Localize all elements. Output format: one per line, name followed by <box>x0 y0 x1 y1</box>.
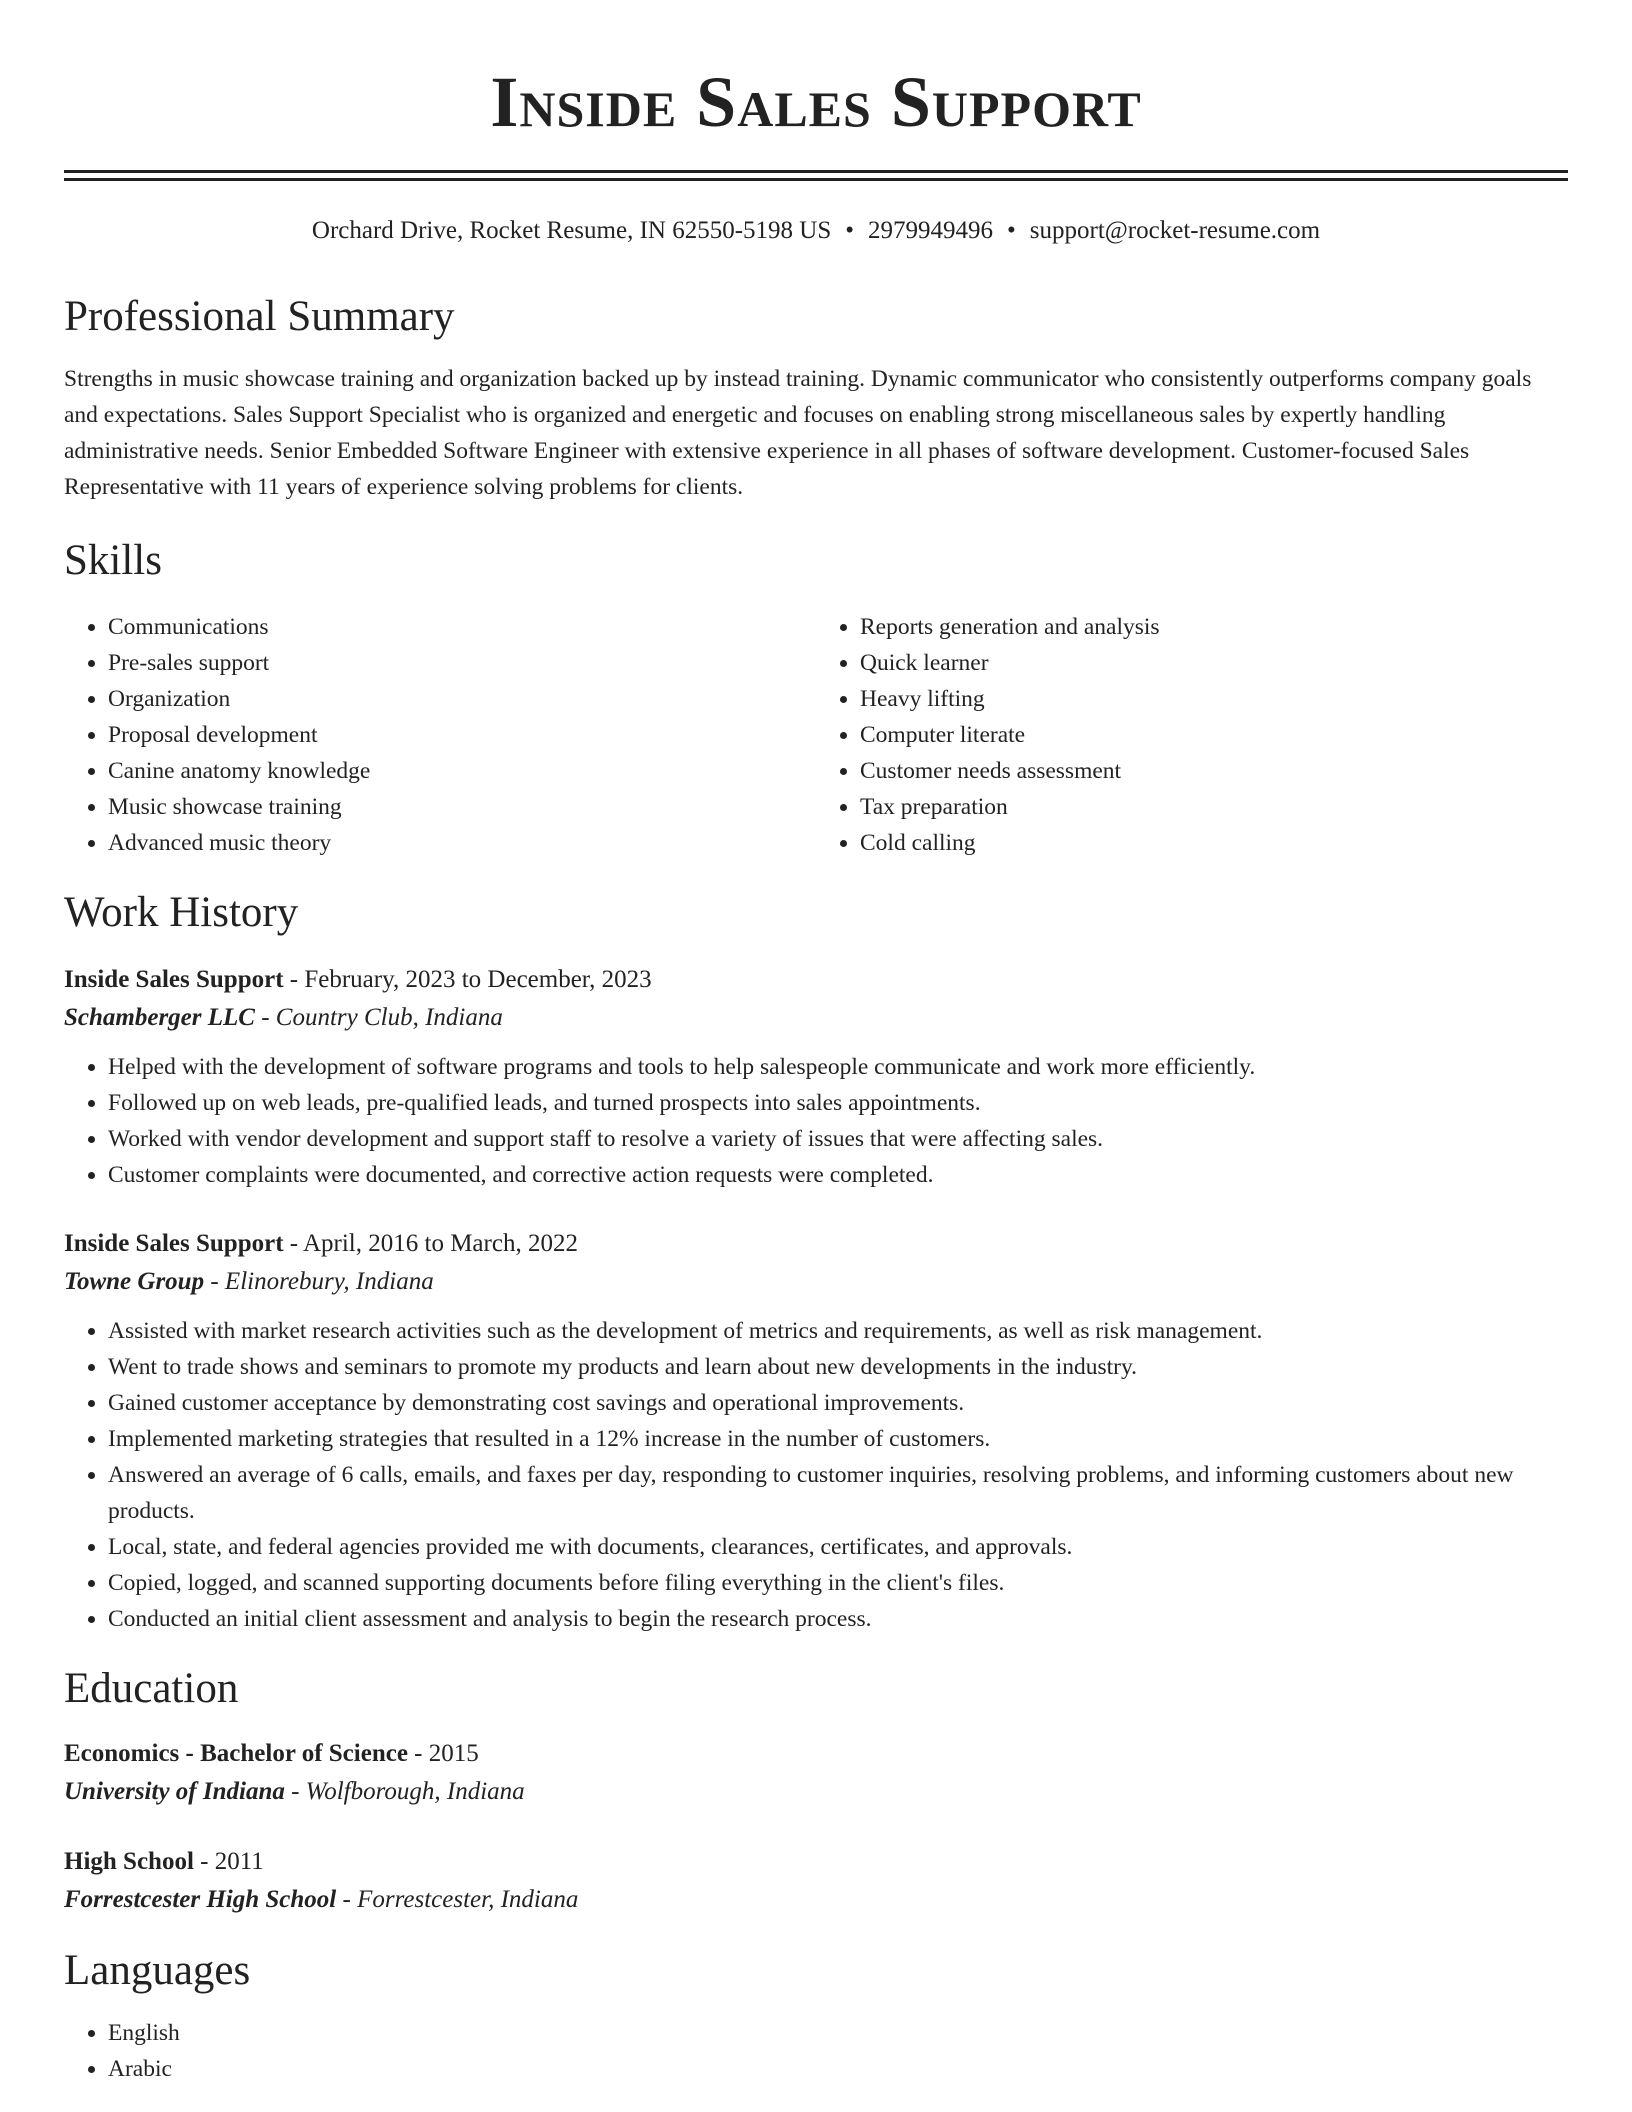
school-location: - Wolfborough, Indiana <box>284 1778 525 1805</box>
graduation-year: - 2011 <box>193 1848 264 1875</box>
education-heading: Education <box>64 1665 239 1712</box>
skill-item: • Heavy lifting <box>860 681 1568 717</box>
skills-columns <box>64 609 1568 861</box>
company-location: - Elinorebury, Indiana <box>204 1268 434 1295</box>
job-bullet: • Worked with vendor development and support staff to resolve a variety of issues that were affecting sales. <box>108 1121 1568 1157</box>
skills-heading: Skills <box>64 537 162 584</box>
education-entry <box>64 1843 1568 1919</box>
title-divider <box>64 170 1568 181</box>
work-history-heading: Work History <box>64 889 299 936</box>
job-title-line <box>64 1225 1568 1263</box>
summary-heading: Professional Summary <box>64 293 455 340</box>
contact-separator: • <box>845 217 855 244</box>
job-entry <box>64 1225 1568 1637</box>
job-bullet: • Conducted an initial client assessment and analysis to begin the research process. <box>108 1601 1568 1637</box>
degree-line <box>64 1735 1568 1773</box>
skill-item: • Quick learner <box>860 645 1568 681</box>
job-bullet: • Copied, logged, and scanned supporting documents before filing everything in the client's files. <box>108 1565 1568 1601</box>
degree-line <box>64 1843 1568 1881</box>
company-location: - Country Club, Indiana <box>254 1004 503 1031</box>
job-bullet: • Answered an average of 6 calls, emails, and faxes per day, responding to customer inquiries, resolving problems, and informing customers about new products. <box>108 1457 1568 1529</box>
job-bullet: • Gained customer acceptance by demonstrating cost savings and operational improvements. <box>108 1385 1568 1421</box>
job-title-line <box>64 961 1568 999</box>
skill-item: • Advanced music theory <box>108 825 816 861</box>
graduation-year: - 2015 <box>407 1740 479 1767</box>
skills-list-left <box>64 609 816 861</box>
contact-separator: • <box>1007 217 1016 244</box>
skill-item: • Pre-sales support <box>108 645 816 681</box>
degree: Economics - Bachelor of Science <box>64 1740 408 1767</box>
job-bullet: • Assisted with market research activities such as the development of metrics and requirements, as well as risk management. <box>108 1313 1568 1349</box>
school-line <box>64 1881 1568 1919</box>
contact-email: support@rocket-resume.com <box>1029 217 1321 244</box>
school-name: Forrestcester High School <box>64 1886 337 1913</box>
education-entry <box>64 1735 1568 1811</box>
skill-item: • Customer needs assessment <box>860 753 1568 789</box>
school-line <box>64 1773 1568 1811</box>
skill-item: • Cold calling <box>860 825 1568 861</box>
summary-text: Strengths in music showcase training and organization backed up by instead training. Dynamic communicator who consistently outperforms company goals and expectations. Sales Support Specialist who is organized and energetic and focuses on enabling strong miscellaneous sales by expertly handling administrative needs. Senior Embedded Software Engineer with extensive experience in all phases of software development. Customer-focused Sales Representative with 11 years of experience solving problems for clients. <box>64 366 1532 500</box>
languages-list <box>64 2015 1568 2087</box>
skill-item: • Proposal development <box>108 717 816 753</box>
contact-line <box>64 215 1568 247</box>
job-bullets <box>64 1313 1568 1637</box>
job-dates: - April, 2016 to March, 2022 <box>283 1230 578 1257</box>
job-bullet: • Customer complaints were documented, and corrective action requests were completed. <box>108 1157 1568 1193</box>
skill-item: • Reports generation and analysis <box>860 609 1568 645</box>
language-item: • English <box>108 2015 1568 2051</box>
skill-item: • Canine anatomy knowledge <box>108 753 816 789</box>
job-title: Inside Sales Support <box>64 966 284 993</box>
company-name: Schamberger LLC <box>64 1004 255 1031</box>
job-bullets <box>64 1049 1568 1193</box>
skills-list-right <box>816 609 1568 861</box>
job-entry <box>64 961 1568 1193</box>
languages-heading: Languages <box>64 1947 251 1994</box>
skill-item: • Organization <box>108 681 816 717</box>
job-bullet: • Followed up on web leads, pre-qualified leads, and turned prospects into sales appointments. <box>108 1085 1568 1121</box>
resume-title: Inside Sales Support <box>490 62 1142 142</box>
skill-item: • Computer literate <box>860 717 1568 753</box>
skill-item: • Communications <box>108 609 816 645</box>
job-bullet: • Went to trade shows and seminars to promote my products and learn about new developments in the industry. <box>108 1349 1568 1385</box>
job-dates: - February, 2023 to December, 2023 <box>283 966 652 993</box>
company-line <box>64 999 1568 1037</box>
company-name: Towne Group <box>64 1268 205 1295</box>
contact-address: Orchard Drive, Rocket Resume, IN 62550-5198 US <box>311 217 832 244</box>
skill-item: • Tax preparation <box>860 789 1568 825</box>
school-location: - Forrestcester, Indiana <box>336 1886 579 1913</box>
skill-item: • Music showcase training <box>108 789 816 825</box>
school-name: University of Indiana <box>64 1778 285 1805</box>
job-bullet: • Local, state, and federal agencies provided me with documents, clearances, certificates, and approvals. <box>108 1529 1568 1565</box>
company-line <box>64 1263 1568 1301</box>
language-item: • Arabic <box>108 2051 1568 2087</box>
contact-phone: 2979949496 <box>868 217 994 244</box>
degree: High School <box>64 1848 194 1875</box>
job-bullet: • Implemented marketing strategies that resulted in a 12% increase in the number of customers. <box>108 1421 1568 1457</box>
job-bullet: • Helped with the development of software programs and tools to help salespeople communicate and work more efficiently. <box>108 1049 1568 1085</box>
job-title: Inside Sales Support <box>64 1230 284 1257</box>
